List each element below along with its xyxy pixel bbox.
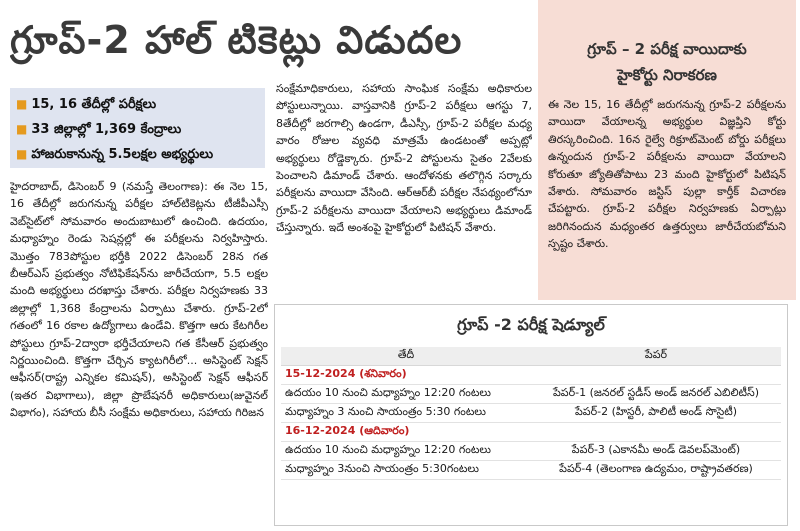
article-column-2: సంక్షేమాధికారులు, సహాయ సాంఘిక సంక్షేమ అధికారుల పోస్టులున్నాయి. వాస్తవానికి గ్రూప్-2 పరీక్షలు ఆగస్టు 7, 8తేదీల్లో జరగాల్సి ఉండగా, డీఎస్సీ, గ్రూప్-2 పరీక్షల మధ్య వారం రోజుల వ్యవధి మాత్రమే ఉండటంతో అప్పట్లో అభ్యర్థులు రోడ్డెక్కారు. గ్రూప్-2 పోస్టులను సైతం 2వేలకు పెంచాలని డిమాండ్ చేశారు. ఆందోళనకు తలొగ్గిన సర్కారు పరీక్షలను వాయిదా వేసింది. ఆర్ఆర్‌బీ పరీక్షల నేపథ్యంలోనూ గ్రూప్-2 పరీక్షలను వాయిదా వేయాలని అభ్యర్థులు డిమాండ్ చేస్తున్నారు. ఇదే అంశంపై హైకోర్టులో పిటిషన్ వేశారు.	[276, 82, 532, 235]
highlight-item	[16, 92, 259, 117]
table-header-row	[281, 347, 781, 366]
date-cell: 16-12-2024 (ఆదివారం)	[281, 423, 781, 442]
sidebar-body: ఈ నెల 15, 16 తేదీల్లో జరుగనున్న గ్రూప్-2 పరీక్షలను వాయిదా వేయాలన్న అభ్యర్థుల విజ్ఞప్తిని కోర్టు తిరస్కరించింది. 16న రైల్వే రిక్రూట్‌మెంట్ బోర్డు పరీక్షలు ఉన్నందున గ్రూప్-2 పరీక్షలను వాయిదా వేయాలని కోరుతూ జ్యోతితోపాటు 23 మంది హైకోర్టులో పిటిషన్ వేశారు. సోమవారం జస్టిస్ పుల్లా కార్తీక్ విచారణ చేపట్టారు. గ్రూప్-2 పరీక్షల నిర్వహణకు ఏర్పాట్లు జరిగినందున మధ్యంతర ఉత్తర్వులు జారీచేయబోమని స్పష్టం చేశారు.	[548, 98, 786, 251]
schedule-table	[281, 347, 781, 480]
time-cell: ఉదయం 10 నుంచి మధ్యాహ్నం 12:20 గంటలు	[281, 385, 531, 404]
highlight-text: 33 జిల్లాల్లో 1,369 కేంద్రాలు	[31, 122, 182, 137]
time-cell: మధ్యాహ్నం 3 నుంచి సాయంత్రం 5:30 గంటలు	[281, 404, 531, 423]
schedule-box	[274, 304, 788, 526]
highlight-item	[16, 117, 259, 142]
highlight-text: హాజరుకానున్న 5.5లక్షల అభ్యర్థులు	[31, 147, 214, 162]
date-row	[281, 423, 781, 442]
sidebar-title-line: గ్రూప్ – 2 పరీక్ష వాయిదాకు	[587, 40, 747, 58]
bullet-icon: ■	[16, 122, 28, 136]
time-cell: మధ్యాహ్నం 3నుంచి సాయంత్రం 5:30గంటలు	[281, 461, 531, 480]
table-row	[281, 404, 781, 423]
table-row	[281, 442, 781, 461]
date-cell: 15-12-2024 (శనివారం)	[281, 366, 781, 385]
bullet-icon: ■	[16, 147, 28, 161]
headline: గ్రూప్-2 హాల్‌ టికెట్లు విడుదల	[10, 18, 463, 62]
sidebar-title-line: హైకోర్టు నిరాకరణ	[617, 66, 717, 84]
time-cell: ఉదయం 10 నుంచి మధ్యాహ్నం 12:20 గంటలు	[281, 442, 531, 461]
bullet-icon: ■	[16, 97, 28, 111]
paper-cell: పేపర్-2 (హిస్టరీ, పాలిటీ అండ్ సొసైటీ)	[531, 404, 781, 423]
schedule-title: గ్రూప్ -2 పరీక్ష షెడ్యూల్	[457, 315, 605, 334]
highlight-text: 15, 16 తేదీల్లో పరీక్షలు	[31, 97, 157, 112]
highlights-box	[10, 88, 265, 168]
header-paper: పేపర్	[531, 347, 781, 366]
header-date: తేదీ	[281, 347, 531, 366]
article-column-1: హైదరాబాద్, డిసెంబర్ 9 (నమస్తే తెలంగాణ): ఈ నెల 15, 16 తేదీల్లో జరుగనున్న పరీక్షల హాల్‌టికెట్లను టీజీపీఎస్సీ వెబ్‌సైట్‌లో సోమవారం అందుబాటులో ఉంచింది. ఉదయం, మధ్యాహ్నం రెండు సెషన్లల్లో ఈ పరీక్షలను నిర్వహిస్తారు. మొత్తం 783పోస్టుల భర్తీకి 2022 డిసెంబర్ 28న గత బీఆర్ఎస్ ప్రభుత్వం నోటిఫికేషన్‌ను జారీచేయగా, 5.5 లక్షల మంది అభ్యర్థులు దరఖాస్తు చేశారు. పరీక్షల నిర్వహణకు 33 జిల్లాల్లో 1,368 కేంద్రాలను ఏర్పాటు చేశారు. గ్రూప్-2లో గతంలో 16 రకాల ఉద్యోగాలు ఉండేవి. కొత్తగా ఆరు కేటగిరీల పోస్టులు గ్రూప్-2ద్వారా భర్తీచేయాలని గత కేసీఆర్ ప్రభుత్వం నిర్ణయించింది. కొత్తగా చేర్చిన క్యాటగిరీలో... అసిస్టెంట్ సెక్షన్ ఆఫీసర్(రాష్ట్ర ఎన్నికల కమిషన్), అసిస్టెంట్ సెక్షన్ ఆఫీసర్ (ఇతర విభాగాలు), జిల్లా ప్రొబేషనరీ అధికారులు(జువైనల్ విభాగం), సహాయ బీసీ సంక్షేమ అధికారులు, సహాయ గిరిజన	[10, 180, 268, 420]
table-row	[281, 385, 781, 404]
paper-cell: పేపర్-3 (ఎకానమీ అండ్ డెవలప్‌మెంట్)	[531, 442, 781, 461]
paper-cell: పేపర్-4 (తెలంగాణ ఉద్యమం, రాష్ట్రావతరణ)	[531, 461, 781, 480]
highlight-item	[16, 142, 259, 167]
sidebar-title	[538, 0, 796, 88]
table-row	[281, 461, 781, 480]
paper-cell: పేపర్-1 (జనరల్ స్టడీస్ అండ్ జనరల్ ఎబిలిటీస్)	[531, 385, 781, 404]
sidebar-box	[538, 0, 796, 300]
date-row	[281, 366, 781, 385]
